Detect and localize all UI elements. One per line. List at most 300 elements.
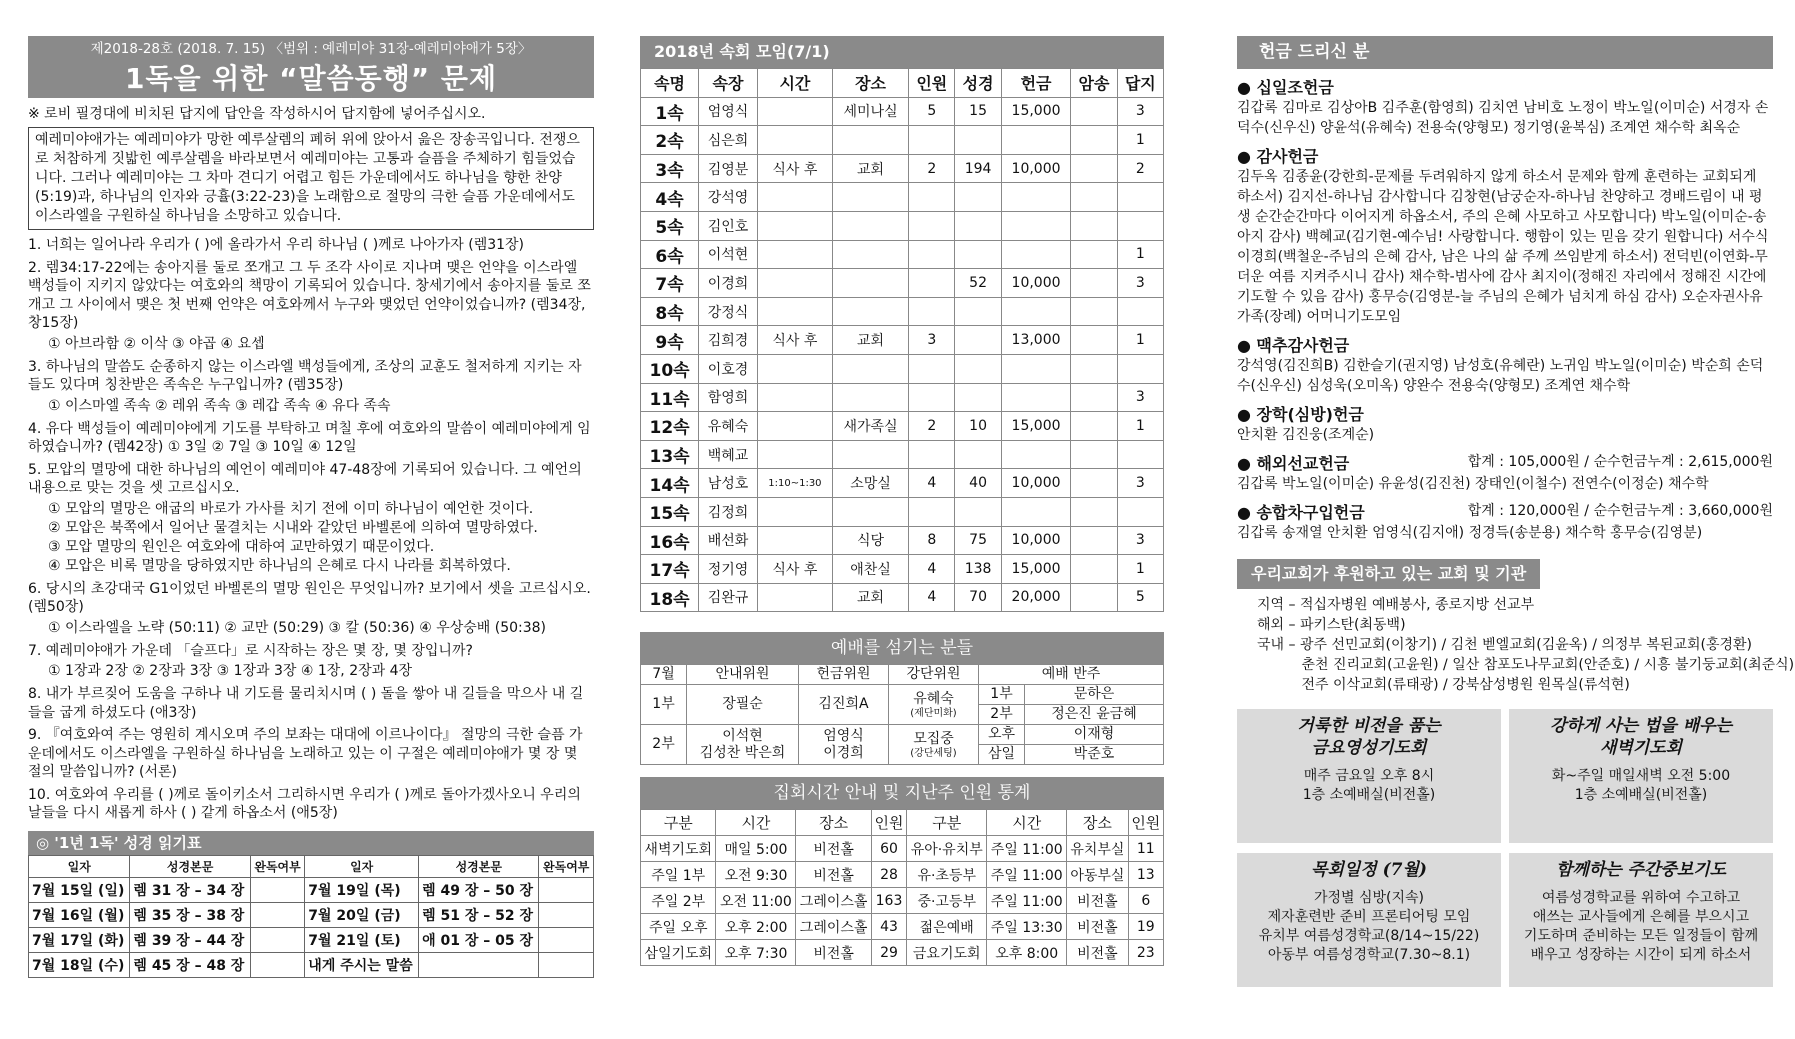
question-options: ① 아브라함 ② 이삭 ③ 야곱 ④ 요셉 (48, 335, 265, 352)
attendance-title: 집회시간 안내 및 지난주 인원 통계 (640, 777, 1164, 809)
altar2-name: 모집중 (913, 730, 954, 747)
meeting-cell: 4 (909, 583, 955, 612)
reading-cell: 애 01 장 – 05 장 (419, 927, 539, 952)
meeting-cell (757, 354, 832, 383)
support-line: 전주 이삭교회(류태광) / 강북삼성병원 원목실(류석현) (1257, 677, 1630, 693)
meeting-cell: 김희경 (699, 326, 758, 355)
meeting-cell (909, 440, 955, 469)
meeting-cell: 이호경 (699, 354, 758, 383)
reading-cell (250, 952, 304, 977)
meeting-cell: 3 (1117, 97, 1163, 126)
band-label-2: 오후 (979, 725, 1025, 745)
meeting-cell: 세미나실 (832, 97, 908, 126)
wt-band-head: 예배 반주 (979, 665, 1164, 685)
offering-category (1237, 402, 1773, 425)
band-label-3: 삼일 (979, 745, 1025, 765)
meeting-cell (1001, 354, 1071, 383)
info-box-line: 여름성경학교를 위하여 수고하고 (1541, 890, 1741, 906)
meeting-cell: 식당 (832, 526, 908, 555)
attendance-cell: 금요기도회 (907, 940, 987, 966)
attendance-cell: 주일 11:00 (987, 888, 1067, 914)
meeting-cell (757, 383, 832, 412)
support-list (1257, 595, 1795, 695)
reading-cell: 렘 49 장 – 50 장 (419, 877, 539, 902)
reading-row (29, 902, 594, 927)
attendance-cell: 유·초등부 (907, 862, 987, 888)
meeting-row (641, 440, 1164, 469)
meeting-cell: 10 (955, 412, 1001, 441)
attendance-cell: 오후 7:30 (716, 940, 796, 966)
question-item: 8. 내가 부르짖어 도움을 구하나 내 기도를 물리치시며 ( ) 돌을 쌓아 내 길들을 막으사 내 길들을 굽게 하셨도다 (애3장) (28, 686, 584, 721)
offering-category-name: ● 송합차구입헌금 (1237, 503, 1365, 522)
support-line: 춘천 진리교회(고윤원) / 일산 참포도나무교회(안준호) / 시흥 불기둥교회(최준식) (1257, 657, 1795, 673)
meeting-cell: 식사 후 (757, 326, 832, 355)
meeting-cell (757, 297, 832, 326)
info-box-title: 함께하는 주간중보기도 (1555, 860, 1727, 880)
meeting-cell: 심은희 (699, 126, 758, 155)
meeting-cell (1001, 497, 1071, 526)
meeting-cell: 1 (1117, 412, 1163, 441)
meeting-cell (909, 126, 955, 155)
info-box-line: 화~주일 매일새벽 오전 5:00 (1551, 768, 1731, 784)
offering-category (1237, 144, 1773, 167)
meeting-row (641, 583, 1164, 612)
reading-cell: 7월 19일 (목) (305, 877, 419, 902)
meeting-header: 헌금 (1001, 69, 1071, 98)
meeting-cell (757, 269, 832, 298)
attendance-header: 인원 (871, 810, 906, 836)
meeting-cell (955, 211, 1001, 240)
meeting-cell: 20,000 (1001, 583, 1071, 612)
meeting-header: 속장 (699, 69, 758, 98)
support-line: 해외 – 파키스탄(최동백) (1257, 617, 1406, 633)
meeting-cell (909, 354, 955, 383)
meeting-cell: 2 (909, 154, 955, 183)
meeting-row (641, 269, 1164, 298)
meeting-cell (757, 183, 832, 212)
meeting-cell: 13,000 (1001, 326, 1071, 355)
offering-title: 헌금 드리신 분 (1237, 36, 1773, 69)
offering-category-name: ● 감사헌금 (1237, 147, 1319, 166)
offering-list (1237, 75, 1773, 543)
meeting-cell (832, 383, 908, 412)
offering-category (1237, 75, 1773, 98)
meeting-cell: 10,000 (1001, 269, 1071, 298)
meeting-table (640, 68, 1164, 612)
meeting-cell (1071, 412, 1117, 441)
reading-cell: 7월 15일 (일) (29, 877, 130, 902)
meeting-cell: 138 (955, 555, 1001, 584)
attendance-cell: 43 (871, 914, 906, 940)
offering-total: 합계 : 120,000원 / 순수헌금누계 : 3,660,000원 (1467, 503, 1773, 519)
meeting-cell (1001, 240, 1071, 269)
meeting-cell (832, 440, 908, 469)
meeting-cell (909, 269, 955, 298)
meeting-cell: 김정희 (699, 497, 758, 526)
attendance-cell: 유치부실 (1067, 836, 1128, 862)
wt-r1-label: 1부 (641, 685, 687, 725)
reading-cell (250, 902, 304, 927)
meeting-cell: 교회 (832, 154, 908, 183)
support-line: 국내 – 광주 선민교회(이창기) / 김천 벧엘교회(김윤옥) / 의정부 복된교회(홍경환) (1257, 637, 1752, 653)
attendance-cell: 오전 9:30 (716, 862, 796, 888)
meeting-row (641, 555, 1164, 584)
meeting-cell: 4속 (641, 183, 699, 212)
info-box-line: 배우고 성장하는 시간이 되게 하소서 (1530, 947, 1752, 963)
wt-r1-offer: 김진희A (799, 685, 889, 725)
question-item: 2. 렘34:17-22에는 송아지를 둘로 쪼개고 그 두 조각 사이로 지나며 맺은 언약을 이스라엘 백성들이 지키지 않았다는 여호와의 책망이 기록되어 있습니다. 창세기에서 송아지를 둘로 쪼개고 그 사이에서 맺은 첫 번째 언약은 여호와께서 누구와 맺었던 언약이었습니까? (렘34장, 창15장) (28, 259, 591, 331)
band-name-2: 이재형 (1025, 725, 1164, 745)
offering-names: 김두옥 김종윤(강한희-문제를 두려워하지 않게 하소서 문제와 함께 훈련하는 교회되게 하소서) 김지선-하나님 감사합니다 김창현(남궁순자-하나님 찬양하고 경배드림이 내 평생 순간순간마다 이어지게 하옵소서, 주의 은혜 사모하고 사모합니다) 박노일(이미순-송아지 감사) 백혜교(김기현-예수님! 사랑합니다. 행함이 있는 믿음 갖기 원합니다) 서수식 이경희(백철운-주님의 은혜 감사, 남은 나의 삶 주께 쓰임받게 하소서) 전덕빈(이연화-무더운 여름 지켜주시니 감사) 채수학-범사에 감사 최지이(정해진 자리에서 정해진 시간에 기도할 수 있음 감사) 홍무승(김영분-늘 주님의 은혜가 넘치게 하심 감사) 오순자권사유가족(장례) 어머니기도모임 (1237, 169, 1769, 325)
meeting-cell (1071, 497, 1117, 526)
wt-altar-head: 강단위원 (889, 665, 979, 685)
meeting-cell: 52 (955, 269, 1001, 298)
meeting-cell (1071, 469, 1117, 498)
meeting-cell (1117, 354, 1163, 383)
question-options: ① 이스마엘 족속 ② 레위 족속 ③ 레갑 족속 ④ 유다 족속 (48, 397, 391, 414)
attendance-header: 시간 (987, 810, 1067, 836)
meeting-cell: 2속 (641, 126, 699, 155)
info-box-line: 유치부 여름성경학교(8/14~15/22) (1258, 928, 1480, 944)
wt-r1-guide: 장필순 (687, 685, 799, 725)
meeting-row (641, 126, 1164, 155)
question-options: ① 이스라엘을 노략 (50:11) ② 교만 (50:29) ③ 칼 (50:36) ④ 우상숭배 (50:38) (48, 619, 547, 636)
offering-names: 김갑록 송재열 안치환 엄영식(김지애) 정경득(송분용) 채수학 홍무승(김영분) (1237, 525, 1703, 541)
reading-cell: 렘 39 장 – 44 장 (130, 927, 250, 952)
question-item: 3. 하나님의 말씀도 순종하지 않는 이스라엘 백성들에게, 조상의 교훈도 철저하게 지키는 자들도 있다며 칭찬받은 족속은 누구입니까? (렘35장) (28, 358, 582, 393)
meeting-cell: 3 (1117, 383, 1163, 412)
intro-passage: 예레미야애가는 예레미야가 망한 예루살렘의 폐허 위에 앉아서 읊은 장송곡입니다. 전쟁으로 처참하게 짓밟힌 예루살렘을 바라보면서 예레미야는 고통과 슬픔을 주체하기 힘들었습니다. 그러나 예레미야는 그 차마 견디기 어렵고 힘든 가운데에서도 하나님을 향한 찬양(5:19)과, 하나님의 인자와 긍휼(3:22-23)을 노래함으로 절망의 극한 슬픔 가운데에서도 이스라엘을 구원하실 하나님을 소망하고 있습니다. (28, 127, 594, 230)
meeting-cell: 3 (1117, 269, 1163, 298)
meeting-cell (1001, 297, 1071, 326)
wt-offer-head: 헌금위원 (799, 665, 889, 685)
band-name-3: 박준호 (1025, 745, 1164, 765)
meeting-cell: 엄영식 (699, 97, 758, 126)
reading-row (29, 877, 594, 902)
attendance-cell: 그레이스홀 (796, 914, 871, 940)
reading-header: 일자 (305, 855, 419, 877)
meeting-cell: 김인호 (699, 211, 758, 240)
meeting-cell (1071, 583, 1117, 612)
meeting-cell: 4 (909, 469, 955, 498)
attendance-row (641, 862, 1164, 888)
info-box-title: 강하게 사는 법을 배우는 새벽기도회 (1550, 716, 1732, 758)
meeting-cell: 8 (909, 526, 955, 555)
offering-names: 안치환 김진웅(조계순) (1237, 427, 1375, 443)
meeting-cell (757, 526, 832, 555)
band-name-0: 문하은 (1025, 685, 1164, 705)
meeting-cell: 3 (1117, 469, 1163, 498)
info-box-line: 매주 금요일 오후 8시 (1303, 768, 1435, 784)
attendance-cell: 23 (1128, 940, 1163, 966)
attendance-cell: 11 (1128, 836, 1163, 862)
reading-plan-title: ◎ '1년 1독' 성경 읽기표 (28, 831, 594, 855)
attendance-cell: 유아·유치부 (907, 836, 987, 862)
reading-header: 일자 (29, 855, 130, 877)
support-line: 지역 – 적십자병원 예배봉사, 종로지방 선교부 (1257, 597, 1535, 613)
quiz-column (28, 36, 594, 978)
info-box (1509, 709, 1773, 843)
attendance-cell: 비전홀 (1067, 914, 1128, 940)
meeting-cell: 16속 (641, 526, 699, 555)
attendance-cell: 60 (871, 836, 906, 862)
meeting-row (641, 354, 1164, 383)
offering-total: 합계 : 105,000원 / 순수헌금누계 : 2,615,000원 (1467, 454, 1773, 470)
altar1-sub: (제단미화) (910, 707, 957, 719)
info-box (1237, 853, 1501, 987)
wt-r2-label: 2부 (641, 725, 687, 765)
meeting-cell (1117, 297, 1163, 326)
attendance-cell: 비전홀 (796, 836, 871, 862)
reading-header: 성경본문 (130, 855, 250, 877)
attendance-cell: 19 (1128, 914, 1163, 940)
meeting-cell (1071, 555, 1117, 584)
attendance-row (641, 914, 1164, 940)
meeting-cell (1117, 440, 1163, 469)
offering-column (1237, 36, 1795, 987)
offering-category-name: ● 장학(심방)헌금 (1237, 405, 1364, 424)
meeting-cell (1071, 126, 1117, 155)
info-box-line: 애쓰는 교사들에게 은혜를 부으시고 (1532, 909, 1750, 925)
attendance-cell: 28 (871, 862, 906, 888)
meeting-cell: 식사 후 (757, 555, 832, 584)
meeting-cell (1001, 383, 1071, 412)
meeting-row (641, 211, 1164, 240)
info-box-line: 제자훈련반 준비 프론티어팅 모임 (1267, 909, 1471, 925)
meeting-cell (832, 211, 908, 240)
meeting-cell: 10속 (641, 354, 699, 383)
meeting-header: 장소 (832, 69, 908, 98)
question-item: 1. 너희는 일어나라 우리가 ( )에 올라가서 우리 하나님 ( )께로 나아가자 (렘31장) (28, 237, 525, 253)
meeting-row (641, 97, 1164, 126)
band-name-1: 정은진 윤금혜 (1025, 705, 1164, 725)
meeting-cell: 이석현 (699, 240, 758, 269)
meeting-cell (955, 326, 1001, 355)
reading-header: 완독여부 (250, 855, 304, 877)
attendance-cell: 아동부실 (1067, 862, 1128, 888)
meeting-header: 인원 (909, 69, 955, 98)
meeting-cell (832, 183, 908, 212)
attendance-cell: 29 (871, 940, 906, 966)
meeting-row (641, 497, 1164, 526)
reading-cell: 렘 51 장 – 52 장 (419, 902, 539, 927)
meeting-cell: 배선화 (699, 526, 758, 555)
info-box-title: 목회일정 (7월) (1311, 860, 1427, 880)
offering-category-name: ● 해외선교헌금 (1237, 454, 1350, 473)
meeting-cell: 강정식 (699, 297, 758, 326)
meeting-cell (757, 211, 832, 240)
meeting-title: 2018년 속회 모임(7/1) (640, 36, 1164, 68)
meeting-cell: 2 (909, 412, 955, 441)
meeting-cell: 8속 (641, 297, 699, 326)
meeting-cell (955, 126, 1001, 155)
meeting-cell: 정기영 (699, 555, 758, 584)
info-box (1509, 853, 1773, 987)
attendance-header: 시간 (716, 810, 796, 836)
meeting-cell: 194 (955, 154, 1001, 183)
question-item: 6. 당시의 초강대국 G1이었던 바벨론의 멸망 원인은 무엇입니까? 보기에서 셋을 고르십시오. (렘50장) (28, 580, 591, 615)
meeting-cell: 교회 (832, 583, 908, 612)
offering-names: 김갑록 김마로 김상아B 김주훈(함영희) 김치연 남비호 노정이 박노일(이미순) 서경자 손덕수(신우신) 양윤석(유혜숙) 전용숙(양형모) 정기영(윤복심) 조계연 채수학 최옥순 (1237, 100, 1769, 136)
attendance-header: 구분 (641, 810, 716, 836)
meeting-cell (1071, 269, 1117, 298)
question-item: 10. 여호와여 우리를 ( )께로 돌이키소서 그리하시면 우리가 ( )께로 돌아가겠사오니 우리의 날들을 다시 새롭게 하사 ( ) 같게 하옵소서 (애5장) (28, 786, 581, 821)
attendance-cell: 주일 11:00 (987, 836, 1067, 862)
meeting-cell (832, 240, 908, 269)
meeting-cell: 17속 (641, 555, 699, 584)
attendance-header-row (641, 810, 1164, 836)
meeting-cell (1001, 211, 1071, 240)
attendance-cell: 비전홀 (1067, 940, 1128, 966)
question-item: 7. 예레미야애가 가운데 「슬프다」로 시작하는 장은 몇 장, 몇 장입니까? (28, 642, 473, 659)
attendance-cell: 오후 2:00 (716, 914, 796, 940)
meeting-cell (955, 440, 1001, 469)
meeting-cell (832, 297, 908, 326)
attendance-cell: 그레이스홀 (796, 888, 871, 914)
question-options: ① 1장과 2장 ② 2장과 3장 ③ 1장과 3장 ④ 1장, 2장과 4장 (48, 663, 413, 679)
reading-cell (539, 927, 594, 952)
meeting-cell (1071, 211, 1117, 240)
attendance-cell: 비전홀 (1067, 888, 1128, 914)
meeting-header: 성경 (955, 69, 1001, 98)
meeting-cell: 40 (955, 469, 1001, 498)
meeting-cell: 15 (955, 97, 1001, 126)
meeting-cell (1071, 97, 1117, 126)
meeting-header: 암송 (1071, 69, 1117, 98)
meeting-cell: 백혜교 (699, 440, 758, 469)
attendance-cell: 주일 11:00 (987, 862, 1067, 888)
meeting-cell (1117, 183, 1163, 212)
reading-cell: 렘 45 장 – 48 장 (130, 952, 250, 977)
meeting-row (641, 383, 1164, 412)
meeting-cell: 3 (1117, 526, 1163, 555)
meeting-cell (1117, 497, 1163, 526)
meeting-row (641, 469, 1164, 498)
meeting-cell: 9속 (641, 326, 699, 355)
meeting-cell: 5속 (641, 211, 699, 240)
meeting-cell: 11속 (641, 383, 699, 412)
meeting-cell: 이경희 (699, 269, 758, 298)
question-item: 9. 『여호와여 주는 영원히 계시오며 주의 보좌는 대대에 이르나이다』 절망의 극한 슬픔 가운데에서도 이스라엘을 구원하실 하나님을 노래하고 있는 이 구절은 예레미야애가 몇 장 몇 절의 말씀입니까? (서론) (28, 727, 583, 780)
meeting-cell (1117, 211, 1163, 240)
reading-header: 완독여부 (539, 855, 594, 877)
offering-category (1237, 333, 1773, 356)
altar2-sub: (강단세팅) (910, 747, 957, 759)
attendance-cell: 매일 5:00 (716, 836, 796, 862)
meeting-cell (832, 269, 908, 298)
meeting-cell (757, 412, 832, 441)
meeting-header: 답지 (1117, 69, 1163, 98)
attendance-row (641, 888, 1164, 914)
meeting-cell: 7속 (641, 269, 699, 298)
meeting-cell (1071, 383, 1117, 412)
meeting-row (641, 326, 1164, 355)
meeting-cell (1001, 440, 1071, 469)
meeting-row (641, 526, 1164, 555)
band-label-0: 1부 (979, 685, 1025, 705)
meeting-cell (955, 383, 1001, 412)
wt-r2-guide: 이석현 김성찬 박은희 (687, 725, 799, 765)
meeting-header: 속명 (641, 69, 699, 98)
wt-altar1 (889, 685, 979, 725)
info-box-line: 기도하며 준비하는 모든 일정들이 함께 (1523, 928, 1759, 944)
meeting-cell: 3 (909, 326, 955, 355)
support-title: 우리교회가 후원하고 있는 교회 및 기관 (1237, 559, 1540, 589)
offering-category (1237, 500, 1773, 523)
reading-cell: 7월 18일 (수) (29, 952, 130, 977)
reading-cell: 7월 21일 (토) (305, 927, 419, 952)
meeting-cell (955, 240, 1001, 269)
attendance-header: 인원 (1128, 810, 1163, 836)
meeting-cell (757, 240, 832, 269)
meeting-cell (955, 497, 1001, 526)
reading-cell (419, 952, 539, 977)
attendance-cell: 비전홀 (796, 862, 871, 888)
meeting-cell: 4 (909, 555, 955, 584)
offering-category-name: ● 십일조헌금 (1237, 78, 1334, 97)
meeting-cell (1071, 326, 1117, 355)
attendance-header: 장소 (1067, 810, 1128, 836)
meeting-cell: 15,000 (1001, 555, 1071, 584)
info-box-line: 아동부 여름성경학교(7.30~8.1) (1267, 947, 1471, 963)
attendance-cell: 비전홀 (796, 940, 871, 966)
wt-guide-head: 안내위원 (687, 665, 799, 685)
meeting-cell (832, 497, 908, 526)
reading-cell (250, 877, 304, 902)
meeting-cell (1001, 126, 1071, 155)
meeting-cell: 10,000 (1001, 154, 1071, 183)
meeting-cell (909, 183, 955, 212)
attendance-cell: 중·고등부 (907, 888, 987, 914)
meeting-cell: 교회 (832, 326, 908, 355)
meeting-cell: 1:10~1:30 (757, 469, 832, 498)
attendance-cell: 13 (1128, 862, 1163, 888)
attendance-cell: 삼일기도회 (641, 940, 716, 966)
attendance-table (640, 809, 1164, 966)
reading-row (29, 927, 594, 952)
meeting-row (641, 297, 1164, 326)
wt-r2-offer: 엄영식 이경희 (799, 725, 889, 765)
quiz-title: 1독을 위한 “말씀동행” 문제 (28, 62, 594, 98)
attendance-cell: 새벽기도회 (641, 836, 716, 862)
meeting-cell: 6속 (641, 240, 699, 269)
meeting-cell (757, 497, 832, 526)
worship-title: 예배를 섬기는 분들 (640, 632, 1164, 664)
offering-names: 김갑록 박노일(이미순) 유윤성(김진천) 장태인(이철수) 전연수(이정순) 채수학 (1237, 476, 1709, 492)
meeting-cell: 3속 (641, 154, 699, 183)
attendance-cell: 젊은예배 (907, 914, 987, 940)
reading-cell (539, 952, 594, 977)
meeting-cell (909, 211, 955, 240)
meeting-cell (757, 440, 832, 469)
info-box-line: 1층 소예배실(비전홀) (1574, 787, 1708, 803)
meeting-cell (909, 297, 955, 326)
meeting-cell (955, 354, 1001, 383)
meeting-cell (1071, 240, 1117, 269)
meeting-cell (1071, 297, 1117, 326)
attendance-row (641, 940, 1164, 966)
meeting-cell: 5 (909, 97, 955, 126)
meeting-cell (909, 240, 955, 269)
meeting-cell: 1속 (641, 97, 699, 126)
meeting-cell: 강석영 (699, 183, 758, 212)
meeting-cell: 김영분 (699, 154, 758, 183)
band-label-1: 2부 (979, 705, 1025, 725)
meeting-row (641, 154, 1164, 183)
meeting-cell (1071, 183, 1117, 212)
attendance-cell: 오전 11:00 (716, 888, 796, 914)
meeting-cell: 식사 후 (757, 154, 832, 183)
